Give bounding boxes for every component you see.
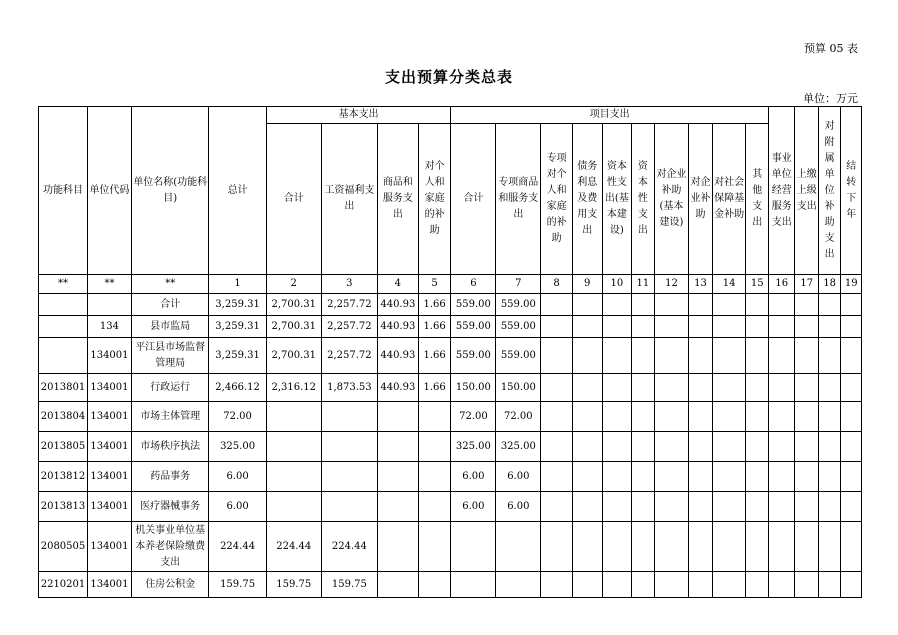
cell-empty xyxy=(841,294,862,316)
cell-empty xyxy=(689,294,712,316)
cell-empty xyxy=(795,572,818,598)
cell-p-total xyxy=(451,572,496,598)
cell-code: 134001 xyxy=(88,572,132,598)
cell-personal: 1.66 xyxy=(418,294,451,316)
cell-p-total: 559.00 xyxy=(451,294,496,316)
cell-empty xyxy=(572,338,602,374)
cell-p-total: 325.00 xyxy=(451,432,496,462)
cell-empty xyxy=(841,462,862,492)
cell-empty xyxy=(654,572,689,598)
cell-empty xyxy=(541,374,573,402)
cell-name: 行政运行 xyxy=(131,374,209,402)
cell-empty xyxy=(712,522,746,572)
header-enterprise: 对企业补助 xyxy=(689,124,712,275)
cell-personal: 1.66 xyxy=(418,374,451,402)
cell-p-total: 559.00 xyxy=(451,316,496,338)
index-cell: 12 xyxy=(654,275,689,294)
cell-code: 134001 xyxy=(88,402,132,432)
cell-total: 325.00 xyxy=(209,432,266,462)
cell-empty xyxy=(795,432,818,462)
cell-empty xyxy=(654,402,689,432)
cell-salary: 2,257.72 xyxy=(321,294,377,316)
cell-p-goods: 6.00 xyxy=(496,462,541,492)
cell-salary xyxy=(321,462,377,492)
cell-func xyxy=(39,316,88,338)
cell-empty xyxy=(572,402,602,432)
header-debt: 债务利息及费用支出 xyxy=(572,124,602,275)
index-cell: 16 xyxy=(768,275,795,294)
cell-empty xyxy=(654,338,689,374)
cell-empty xyxy=(712,374,746,402)
cell-goods xyxy=(377,572,418,598)
header-capital: 资本性支出 xyxy=(632,124,654,275)
cell-empty xyxy=(712,402,746,432)
header-unit-name: 单位名称(功能科目) xyxy=(131,107,209,275)
cell-p-total: 150.00 xyxy=(451,374,496,402)
cell-empty xyxy=(768,294,795,316)
cell-salary: 224.44 xyxy=(321,522,377,572)
cell-empty xyxy=(795,374,818,402)
cell-empty xyxy=(795,294,818,316)
cell-p-total xyxy=(451,522,496,572)
header-capital-base: 资本性支出(基本建设) xyxy=(602,124,632,275)
header-social: 对社会保障基金补助 xyxy=(712,124,746,275)
cell-empty xyxy=(654,316,689,338)
cell-empty xyxy=(795,492,818,522)
cell-name: 合计 xyxy=(131,294,209,316)
cell-salary xyxy=(321,402,377,432)
cell-func: 2013801 xyxy=(39,374,88,402)
cell-empty xyxy=(746,294,768,316)
cell-func xyxy=(39,338,88,374)
cell-empty xyxy=(795,522,818,572)
cell-empty xyxy=(541,402,573,432)
header-basic-group: 基本支出 xyxy=(266,107,451,124)
table-row xyxy=(39,572,862,598)
cell-code xyxy=(88,294,132,316)
index-cell: 14 xyxy=(712,275,746,294)
cell-empty xyxy=(632,374,654,402)
cell-empty xyxy=(632,432,654,462)
cell-empty xyxy=(768,432,795,462)
cell-empty xyxy=(768,462,795,492)
cell-empty xyxy=(572,522,602,572)
header-total: 总计 xyxy=(209,107,266,275)
cell-empty xyxy=(541,432,573,462)
cell-personal xyxy=(418,432,451,462)
cell-p-goods xyxy=(496,522,541,572)
cell-func xyxy=(39,294,88,316)
header-proj-total: 合计 xyxy=(451,124,496,275)
cell-personal xyxy=(418,462,451,492)
budget-table xyxy=(38,106,862,598)
header-goods: 商品和服务支出 xyxy=(377,124,418,275)
cell-func: 2013812 xyxy=(39,462,88,492)
cell-empty xyxy=(689,492,712,522)
cell-p-total: 6.00 xyxy=(451,462,496,492)
cell-empty xyxy=(632,462,654,492)
cell-goods xyxy=(377,462,418,492)
cell-personal xyxy=(418,492,451,522)
cell-func: 2210201 xyxy=(39,572,88,598)
cell-func: 2013813 xyxy=(39,492,88,522)
cell-empty xyxy=(712,338,746,374)
cell-empty xyxy=(602,522,632,572)
cell-empty xyxy=(654,374,689,402)
cell-empty xyxy=(602,462,632,492)
cell-empty xyxy=(632,316,654,338)
cell-name: 药品事务 xyxy=(131,462,209,492)
cell-empty xyxy=(689,522,712,572)
header-row-1 xyxy=(39,107,862,124)
cell-p-total: 72.00 xyxy=(451,402,496,432)
cell-goods: 440.93 xyxy=(377,338,418,374)
cell-empty xyxy=(632,338,654,374)
cell-p-goods xyxy=(496,572,541,598)
cell-empty xyxy=(746,402,768,432)
cell-p-goods: 559.00 xyxy=(496,316,541,338)
cell-empty xyxy=(768,492,795,522)
index-cell: 7 xyxy=(496,275,541,294)
index-row xyxy=(39,275,862,294)
cell-code: 134 xyxy=(88,316,132,338)
cell-empty xyxy=(768,522,795,572)
cell-empty xyxy=(712,572,746,598)
index-cell: ** xyxy=(131,275,209,294)
index-cell: ** xyxy=(39,275,88,294)
cell-empty xyxy=(602,374,632,402)
cell-empty xyxy=(746,462,768,492)
cell-b-total: 2,700.31 xyxy=(266,316,321,338)
cell-empty xyxy=(818,492,840,522)
header-upper: 上缴上级支出 xyxy=(795,107,818,275)
cell-salary xyxy=(321,492,377,522)
cell-empty xyxy=(841,338,862,374)
index-cell: 4 xyxy=(377,275,418,294)
cell-salary: 159.75 xyxy=(321,572,377,598)
unit-label: 单位：万元 xyxy=(803,92,858,105)
cell-empty xyxy=(746,522,768,572)
index-cell: 19 xyxy=(841,275,862,294)
header-other: 其他支出 xyxy=(746,124,768,275)
cell-empty xyxy=(689,402,712,432)
cell-name: 平江县市场监督管理局 xyxy=(131,338,209,374)
cell-empty xyxy=(689,432,712,462)
index-cell: ** xyxy=(88,275,132,294)
index-cell: 18 xyxy=(818,275,840,294)
cell-b-total: 224.44 xyxy=(266,522,321,572)
cell-empty xyxy=(795,338,818,374)
cell-empty xyxy=(602,432,632,462)
cell-p-goods: 6.00 xyxy=(496,492,541,522)
cell-p-total: 6.00 xyxy=(451,492,496,522)
index-cell: 5 xyxy=(418,275,451,294)
header-biz-operation: 事业单位经营服务支出 xyxy=(768,107,795,275)
cell-salary: 2,257.72 xyxy=(321,316,377,338)
table-row xyxy=(39,338,862,374)
table-row xyxy=(39,462,862,492)
header-proj-personal: 专项对个人和家庭的补助 xyxy=(541,124,573,275)
index-cell: 8 xyxy=(541,275,573,294)
cell-b-total xyxy=(266,492,321,522)
cell-empty xyxy=(712,316,746,338)
cell-code: 134001 xyxy=(88,338,132,374)
cell-empty xyxy=(541,572,573,598)
header-personal: 对个人和家庭的补助 xyxy=(418,124,451,275)
cell-func: 2013804 xyxy=(39,402,88,432)
cell-empty xyxy=(654,432,689,462)
cell-empty xyxy=(689,374,712,402)
cell-empty xyxy=(654,492,689,522)
header-carry: 结转下年 xyxy=(841,107,862,275)
cell-goods: 440.93 xyxy=(377,374,418,402)
cell-total: 6.00 xyxy=(209,462,266,492)
cell-empty xyxy=(768,316,795,338)
cell-empty xyxy=(818,374,840,402)
cell-empty xyxy=(841,402,862,432)
table-row xyxy=(39,316,862,338)
cell-salary xyxy=(321,432,377,462)
cell-empty xyxy=(572,374,602,402)
cell-code: 134001 xyxy=(88,522,132,572)
cell-name: 机关事业单位基本养老保险缴费支出 xyxy=(131,522,209,572)
cell-empty xyxy=(602,294,632,316)
cell-empty xyxy=(541,294,573,316)
cell-goods xyxy=(377,492,418,522)
cell-name: 县市监局 xyxy=(131,316,209,338)
cell-personal xyxy=(418,572,451,598)
cell-func: 2080505 xyxy=(39,522,88,572)
cell-b-total: 2,316.12 xyxy=(266,374,321,402)
cell-b-total: 2,700.31 xyxy=(266,338,321,374)
cell-total: 224.44 xyxy=(209,522,266,572)
header-basic-total: 合计 xyxy=(266,124,321,275)
cell-salary: 1,873.53 xyxy=(321,374,377,402)
header-unit-code: 单位代码 xyxy=(88,107,132,275)
index-cell: 11 xyxy=(632,275,654,294)
cell-personal xyxy=(418,522,451,572)
index-cell: 10 xyxy=(602,275,632,294)
cell-empty xyxy=(746,492,768,522)
cell-name: 市场主体管理 xyxy=(131,402,209,432)
cell-empty xyxy=(689,572,712,598)
cell-empty xyxy=(689,462,712,492)
cell-empty xyxy=(712,462,746,492)
cell-empty xyxy=(768,374,795,402)
cell-empty xyxy=(818,432,840,462)
cell-empty xyxy=(602,402,632,432)
index-cell: 13 xyxy=(689,275,712,294)
cell-salary: 2,257.72 xyxy=(321,338,377,374)
cell-empty xyxy=(654,294,689,316)
cell-total: 3,259.31 xyxy=(209,294,266,316)
cell-empty xyxy=(541,522,573,572)
cell-goods xyxy=(377,432,418,462)
cell-empty xyxy=(795,316,818,338)
header-func-code: 功能科目 xyxy=(39,107,88,275)
cell-code: 134001 xyxy=(88,432,132,462)
cell-empty xyxy=(841,492,862,522)
cell-empty xyxy=(841,432,862,462)
cell-empty xyxy=(795,402,818,432)
cell-empty xyxy=(632,522,654,572)
cell-b-total: 159.75 xyxy=(266,572,321,598)
cell-empty xyxy=(572,316,602,338)
cell-empty xyxy=(632,492,654,522)
cell-p-goods: 325.00 xyxy=(496,432,541,462)
cell-empty xyxy=(541,316,573,338)
cell-empty xyxy=(712,294,746,316)
cell-empty xyxy=(602,492,632,522)
cell-empty xyxy=(572,492,602,522)
cell-empty xyxy=(841,522,862,572)
cell-total: 2,466.12 xyxy=(209,374,266,402)
index-cell: 3 xyxy=(321,275,377,294)
cell-total: 3,259.31 xyxy=(209,338,266,374)
cell-empty xyxy=(818,462,840,492)
cell-total: 6.00 xyxy=(209,492,266,522)
index-cell: 9 xyxy=(572,275,602,294)
cell-goods: 440.93 xyxy=(377,316,418,338)
cell-total: 3,259.31 xyxy=(209,316,266,338)
cell-code: 134001 xyxy=(88,462,132,492)
cell-empty xyxy=(541,338,573,374)
cell-empty xyxy=(746,316,768,338)
cell-p-total: 559.00 xyxy=(451,338,496,374)
cell-empty xyxy=(602,572,632,598)
cell-b-total xyxy=(266,432,321,462)
cell-empty xyxy=(654,522,689,572)
cell-empty xyxy=(689,338,712,374)
cell-empty xyxy=(632,402,654,432)
index-cell: 17 xyxy=(795,275,818,294)
cell-personal: 1.66 xyxy=(418,338,451,374)
cell-empty xyxy=(841,572,862,598)
cell-empty xyxy=(818,402,840,432)
table-body xyxy=(39,294,862,598)
cell-empty xyxy=(746,572,768,598)
cell-goods xyxy=(377,402,418,432)
cell-p-goods: 559.00 xyxy=(496,294,541,316)
cell-empty xyxy=(602,338,632,374)
cell-name: 医疗器械事务 xyxy=(131,492,209,522)
cell-empty xyxy=(818,572,840,598)
table-row xyxy=(39,522,862,572)
cell-b-total xyxy=(266,462,321,492)
cell-empty xyxy=(572,294,602,316)
cell-empty xyxy=(689,316,712,338)
table-row xyxy=(39,294,862,316)
table-row xyxy=(39,432,862,462)
cell-empty xyxy=(632,572,654,598)
cell-empty xyxy=(746,338,768,374)
cell-empty xyxy=(818,338,840,374)
cell-empty xyxy=(541,462,573,492)
header-project-group: 项目支出 xyxy=(451,107,769,124)
cell-name: 住房公积金 xyxy=(131,572,209,598)
index-cell: 6 xyxy=(451,275,496,294)
cell-empty xyxy=(841,316,862,338)
cell-empty xyxy=(768,402,795,432)
cell-empty xyxy=(768,572,795,598)
cell-empty xyxy=(572,462,602,492)
cell-b-total xyxy=(266,402,321,432)
cell-empty xyxy=(818,522,840,572)
cell-b-total: 2,700.31 xyxy=(266,294,321,316)
cell-empty xyxy=(818,316,840,338)
header-enterprise-base: 对企业补助(基本建设) xyxy=(654,124,689,275)
cell-empty xyxy=(795,462,818,492)
cell-empty xyxy=(746,432,768,462)
header-subsidiary: 对附属单位补助支出 xyxy=(818,107,840,275)
page-title: 支出预算分类总表 xyxy=(384,68,513,86)
cell-empty xyxy=(712,432,746,462)
cell-empty xyxy=(746,374,768,402)
header-proj-goods: 专项商品和服务支出 xyxy=(496,124,541,275)
cell-empty xyxy=(841,374,862,402)
cell-code: 134001 xyxy=(88,492,132,522)
cell-code: 134001 xyxy=(88,374,132,402)
cell-empty xyxy=(602,316,632,338)
table-row xyxy=(39,402,862,432)
cell-empty xyxy=(632,294,654,316)
cell-total: 159.75 xyxy=(209,572,266,598)
index-cell: 1 xyxy=(209,275,266,294)
cell-goods xyxy=(377,522,418,572)
cell-empty xyxy=(541,492,573,522)
cell-total: 72.00 xyxy=(209,402,266,432)
form-number: 预算 05 表 xyxy=(804,42,858,55)
index-cell: 2 xyxy=(266,275,321,294)
cell-p-goods: 150.00 xyxy=(496,374,541,402)
cell-empty xyxy=(654,462,689,492)
cell-empty xyxy=(768,338,795,374)
cell-p-goods: 559.00 xyxy=(496,338,541,374)
header-salary: 工资福利支出 xyxy=(321,124,377,275)
table-row xyxy=(39,374,862,402)
cell-empty xyxy=(572,432,602,462)
cell-personal xyxy=(418,402,451,432)
table-row xyxy=(39,492,862,522)
cell-empty xyxy=(572,572,602,598)
cell-empty xyxy=(712,492,746,522)
cell-goods: 440.93 xyxy=(377,294,418,316)
cell-p-goods: 72.00 xyxy=(496,402,541,432)
cell-personal: 1.66 xyxy=(418,316,451,338)
index-cell: 15 xyxy=(746,275,768,294)
cell-func: 2013805 xyxy=(39,432,88,462)
cell-name: 市场秩序执法 xyxy=(131,432,209,462)
cell-empty xyxy=(818,294,840,316)
